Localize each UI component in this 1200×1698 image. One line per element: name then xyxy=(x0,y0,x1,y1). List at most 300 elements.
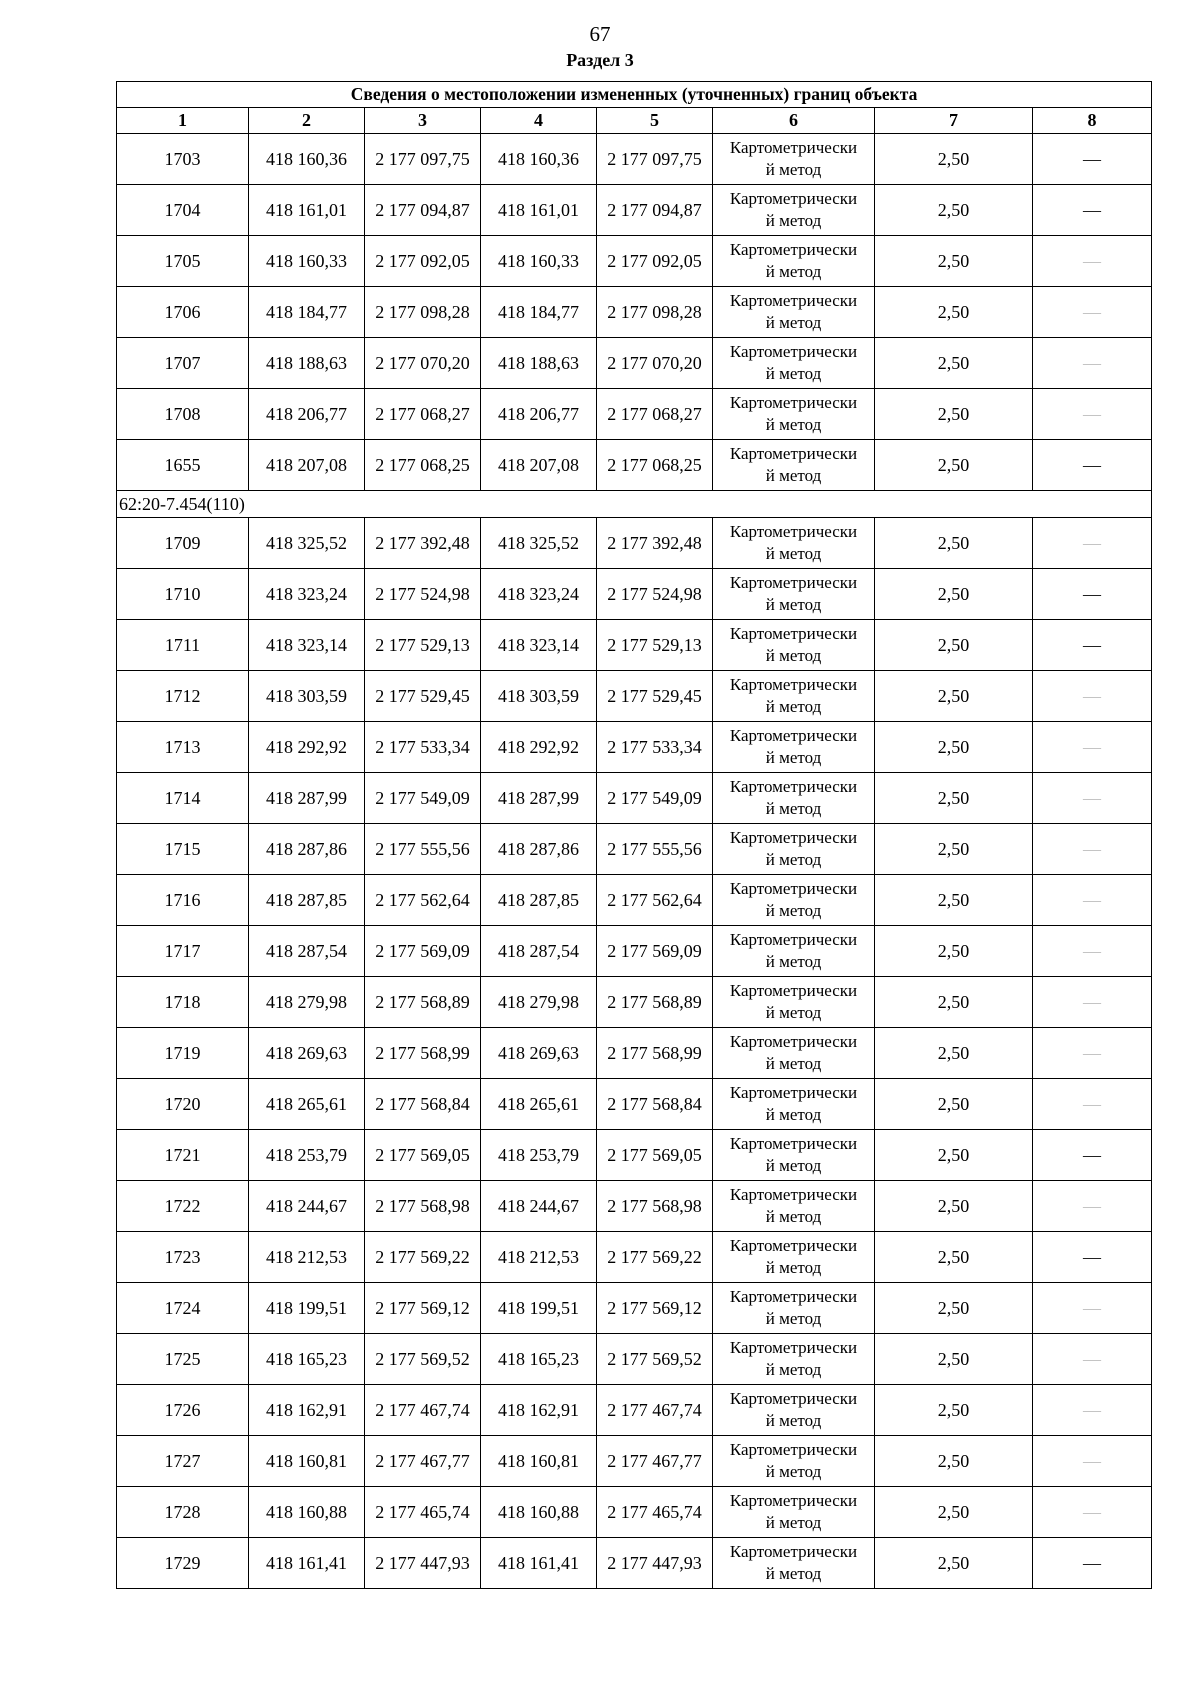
coordinate-y-existing: 2 177 569,22 xyxy=(365,1232,481,1283)
accuracy-value: 2,50 xyxy=(875,185,1033,236)
section-title: Раздел 3 xyxy=(566,50,634,70)
accuracy-value: 2,50 xyxy=(875,1538,1033,1589)
coordinate-y-new: 2 177 569,12 xyxy=(597,1283,713,1334)
accuracy-value: 2,50 xyxy=(875,389,1033,440)
coordinate-y-new: 2 177 467,77 xyxy=(597,1436,713,1487)
coordinate-y-existing: 2 177 392,48 xyxy=(365,518,481,569)
accuracy-value: 2,50 xyxy=(875,1079,1033,1130)
empty-value-dash: — xyxy=(1033,1487,1152,1538)
coordinate-y-existing: 2 177 094,87 xyxy=(365,185,481,236)
determination-method xyxy=(713,1232,875,1283)
point-number: 1710 xyxy=(117,569,249,620)
method-line-2: й метод xyxy=(765,1003,822,1022)
point-number: 1721 xyxy=(117,1130,249,1181)
table-row xyxy=(117,875,1152,926)
determination-method xyxy=(713,1028,875,1079)
coordinate-y-new: 2 177 569,22 xyxy=(597,1232,713,1283)
point-number: 1703 xyxy=(117,134,249,185)
method-line-2: й метод xyxy=(765,697,822,716)
coordinate-y-existing: 2 177 568,98 xyxy=(365,1181,481,1232)
coordinate-y-new: 2 177 569,09 xyxy=(597,926,713,977)
point-number: 1716 xyxy=(117,875,249,926)
method-line-2: й метод xyxy=(765,901,822,920)
coordinate-x-existing: 418 160,33 xyxy=(249,236,365,287)
table-row xyxy=(117,1028,1152,1079)
empty-value-dash: — xyxy=(1033,1436,1152,1487)
coordinate-y-new: 2 177 529,45 xyxy=(597,671,713,722)
empty-value-dash: — xyxy=(1033,620,1152,671)
coordinate-x-existing: 418 161,01 xyxy=(249,185,365,236)
coordinate-y-new: 2 177 392,48 xyxy=(597,518,713,569)
coordinate-x-existing: 418 161,41 xyxy=(249,1538,365,1589)
group-label: 62:20-7.454(110) xyxy=(117,491,1152,518)
coordinate-x-new: 418 287,54 xyxy=(481,926,597,977)
empty-value-dash: — xyxy=(1033,875,1152,926)
point-number: 1707 xyxy=(117,338,249,389)
accuracy-value: 2,50 xyxy=(875,1028,1033,1079)
point-number: 1718 xyxy=(117,977,249,1028)
coordinate-x-existing: 418 207,08 xyxy=(249,440,365,491)
method-line-1: Картометрически xyxy=(729,1338,858,1357)
determination-method xyxy=(713,620,875,671)
empty-value-dash: — xyxy=(1033,440,1152,491)
table-row xyxy=(117,389,1152,440)
empty-value-dash: — xyxy=(1033,1385,1152,1436)
method-line-2: й метод xyxy=(765,1462,822,1481)
coordinate-y-new: 2 177 098,28 xyxy=(597,287,713,338)
table-body-after-group xyxy=(117,518,1152,1589)
coordinate-y-existing: 2 177 562,64 xyxy=(365,875,481,926)
point-number: 1719 xyxy=(117,1028,249,1079)
method-line-1: Картометрически xyxy=(729,342,858,361)
method-line-1: Картометрически xyxy=(729,291,858,310)
accuracy-value: 2,50 xyxy=(875,440,1033,491)
coordinate-x-existing: 418 162,91 xyxy=(249,1385,365,1436)
coordinate-x-new: 418 287,85 xyxy=(481,875,597,926)
column-number: 2 xyxy=(249,108,365,134)
method-line-2: й метод xyxy=(765,313,822,332)
coordinate-x-existing: 418 323,14 xyxy=(249,620,365,671)
coordinate-x-new: 418 244,67 xyxy=(481,1181,597,1232)
coordinate-y-existing: 2 177 524,98 xyxy=(365,569,481,620)
coordinate-x-existing: 418 292,92 xyxy=(249,722,365,773)
coordinate-x-existing: 418 160,81 xyxy=(249,1436,365,1487)
method-line-1: Картометрически xyxy=(729,675,858,694)
determination-method xyxy=(713,1130,875,1181)
accuracy-value: 2,50 xyxy=(875,1283,1033,1334)
coordinate-x-new: 418 161,01 xyxy=(481,185,597,236)
point-number: 1727 xyxy=(117,1436,249,1487)
method-line-1: Картометрически xyxy=(729,981,858,1000)
group-section xyxy=(117,491,1152,518)
coordinate-y-new: 2 177 070,20 xyxy=(597,338,713,389)
coordinate-y-existing: 2 177 555,56 xyxy=(365,824,481,875)
determination-method xyxy=(713,722,875,773)
empty-value-dash: — xyxy=(1033,338,1152,389)
table-row xyxy=(117,722,1152,773)
coordinate-x-new: 418 207,08 xyxy=(481,440,597,491)
determination-method xyxy=(713,338,875,389)
coordinate-y-new: 2 177 068,25 xyxy=(597,440,713,491)
accuracy-value: 2,50 xyxy=(875,1181,1033,1232)
coordinate-y-new: 2 177 467,74 xyxy=(597,1385,713,1436)
method-line-1: Картометрически xyxy=(729,1032,858,1051)
coordinate-x-existing: 418 325,52 xyxy=(249,518,365,569)
method-line-2: й метод xyxy=(765,1360,822,1379)
method-line-2: й метод xyxy=(765,262,822,281)
coordinate-y-existing: 2 177 569,52 xyxy=(365,1334,481,1385)
point-number: 1715 xyxy=(117,824,249,875)
table-row xyxy=(117,1232,1152,1283)
method-line-1: Картометрически xyxy=(729,1083,858,1102)
method-line-2: й метод xyxy=(765,1207,822,1226)
determination-method xyxy=(713,287,875,338)
determination-method xyxy=(713,875,875,926)
determination-method xyxy=(713,236,875,287)
table-row xyxy=(117,1385,1152,1436)
coordinate-x-existing: 418 287,54 xyxy=(249,926,365,977)
method-line-1: Картометрически xyxy=(729,1440,858,1459)
coordinate-y-existing: 2 177 529,45 xyxy=(365,671,481,722)
coordinate-y-new: 2 177 568,99 xyxy=(597,1028,713,1079)
accuracy-value: 2,50 xyxy=(875,875,1033,926)
point-number: 1704 xyxy=(117,185,249,236)
method-line-1: Картометрически xyxy=(729,1134,858,1153)
coordinate-y-new: 2 177 568,84 xyxy=(597,1079,713,1130)
group-row xyxy=(117,491,1152,518)
method-line-2: й метод xyxy=(765,1309,822,1328)
coordinate-y-existing: 2 177 447,93 xyxy=(365,1538,481,1589)
empty-value-dash: — xyxy=(1033,773,1152,824)
coordinate-y-existing: 2 177 068,25 xyxy=(365,440,481,491)
boundary-coordinates-table xyxy=(116,81,1152,1589)
point-number: 1724 xyxy=(117,1283,249,1334)
method-line-2: й метод xyxy=(765,748,822,767)
accuracy-value: 2,50 xyxy=(875,569,1033,620)
determination-method xyxy=(713,671,875,722)
table-row xyxy=(117,977,1152,1028)
accuracy-value: 2,50 xyxy=(875,287,1033,338)
coordinate-x-new: 418 160,81 xyxy=(481,1436,597,1487)
coordinate-y-existing: 2 177 467,77 xyxy=(365,1436,481,1487)
method-line-1: Картометрически xyxy=(729,1236,858,1255)
method-line-2: й метод xyxy=(765,211,822,230)
coordinate-y-existing: 2 177 568,84 xyxy=(365,1079,481,1130)
coordinate-x-new: 418 325,52 xyxy=(481,518,597,569)
coordinate-x-new: 418 160,33 xyxy=(481,236,597,287)
coordinate-x-new: 418 279,98 xyxy=(481,977,597,1028)
empty-value-dash: — xyxy=(1033,722,1152,773)
accuracy-value: 2,50 xyxy=(875,1232,1033,1283)
empty-value-dash: — xyxy=(1033,926,1152,977)
method-line-2: й метод xyxy=(765,364,822,383)
coordinate-x-new: 418 160,88 xyxy=(481,1487,597,1538)
point-number: 1713 xyxy=(117,722,249,773)
method-line-1: Картометрически xyxy=(729,1185,858,1204)
method-line-2: й метод xyxy=(765,799,822,818)
table-row xyxy=(117,773,1152,824)
table-row xyxy=(117,671,1152,722)
coordinate-x-existing: 418 184,77 xyxy=(249,287,365,338)
method-line-2: й метод xyxy=(765,466,822,485)
table-row xyxy=(117,1334,1152,1385)
coordinate-x-new: 418 188,63 xyxy=(481,338,597,389)
method-line-1: Картометрически xyxy=(729,726,858,745)
coordinate-x-new: 418 161,41 xyxy=(481,1538,597,1589)
coordinate-x-new: 418 303,59 xyxy=(481,671,597,722)
coordinate-y-new: 2 177 533,34 xyxy=(597,722,713,773)
determination-method xyxy=(713,773,875,824)
accuracy-value: 2,50 xyxy=(875,1436,1033,1487)
table-row xyxy=(117,620,1152,671)
coordinate-x-existing: 418 269,63 xyxy=(249,1028,365,1079)
coordinate-y-existing: 2 177 098,28 xyxy=(365,287,481,338)
accuracy-value: 2,50 xyxy=(875,1487,1033,1538)
coordinate-x-new: 418 253,79 xyxy=(481,1130,597,1181)
method-line-2: й метод xyxy=(765,952,822,971)
point-number: 1720 xyxy=(117,1079,249,1130)
empty-value-dash: — xyxy=(1033,569,1152,620)
coordinate-x-new: 418 184,77 xyxy=(481,287,597,338)
coordinate-x-existing: 418 199,51 xyxy=(249,1283,365,1334)
coordinate-x-new: 418 199,51 xyxy=(481,1283,597,1334)
table-row xyxy=(117,1079,1152,1130)
coordinate-x-existing: 418 303,59 xyxy=(249,671,365,722)
method-line-2: й метод xyxy=(765,1258,822,1277)
method-line-2: й метод xyxy=(765,850,822,869)
coordinate-x-new: 418 323,24 xyxy=(481,569,597,620)
point-number: 1726 xyxy=(117,1385,249,1436)
empty-value-dash: — xyxy=(1033,134,1152,185)
empty-value-dash: — xyxy=(1033,1181,1152,1232)
determination-method xyxy=(713,518,875,569)
coordinate-x-new: 418 165,23 xyxy=(481,1334,597,1385)
accuracy-value: 2,50 xyxy=(875,518,1033,569)
method-line-1: Картометрически xyxy=(729,879,858,898)
coordinate-y-existing: 2 177 568,89 xyxy=(365,977,481,1028)
point-number: 1722 xyxy=(117,1181,249,1232)
determination-method xyxy=(713,1385,875,1436)
accuracy-value: 2,50 xyxy=(875,977,1033,1028)
coordinate-x-existing: 418 160,36 xyxy=(249,134,365,185)
coordinate-y-existing: 2 177 467,74 xyxy=(365,1385,481,1436)
point-number: 1725 xyxy=(117,1334,249,1385)
method-line-1: Картометрически xyxy=(729,1491,858,1510)
method-line-1: Картометрически xyxy=(729,444,858,463)
method-line-1: Картометрически xyxy=(729,777,858,796)
empty-value-dash: — xyxy=(1033,1334,1152,1385)
method-line-1: Картометрически xyxy=(729,1389,858,1408)
empty-value-dash: — xyxy=(1033,518,1152,569)
table-row xyxy=(117,518,1152,569)
coordinate-x-existing: 418 265,61 xyxy=(249,1079,365,1130)
method-line-1: Картометрически xyxy=(729,624,858,643)
coordinate-y-new: 2 177 568,89 xyxy=(597,977,713,1028)
table-row xyxy=(117,1130,1152,1181)
column-number: 4 xyxy=(481,108,597,134)
page-number: 67 xyxy=(589,22,611,46)
coordinate-x-existing: 418 287,99 xyxy=(249,773,365,824)
accuracy-value: 2,50 xyxy=(875,671,1033,722)
coordinate-y-new: 2 177 568,98 xyxy=(597,1181,713,1232)
determination-method xyxy=(713,389,875,440)
method-line-1: Картометрически xyxy=(729,189,858,208)
table-row xyxy=(117,926,1152,977)
method-line-2: й метод xyxy=(765,160,822,179)
coordinate-x-existing: 418 160,88 xyxy=(249,1487,365,1538)
method-line-1: Картометрически xyxy=(729,138,858,157)
point-number: 1708 xyxy=(117,389,249,440)
determination-method xyxy=(713,824,875,875)
empty-value-dash: — xyxy=(1033,1028,1152,1079)
accuracy-value: 2,50 xyxy=(875,134,1033,185)
method-line-2: й метод xyxy=(765,1156,822,1175)
accuracy-value: 2,50 xyxy=(875,1334,1033,1385)
empty-value-dash: — xyxy=(1033,185,1152,236)
determination-method xyxy=(713,569,875,620)
point-number: 1655 xyxy=(117,440,249,491)
determination-method xyxy=(713,1436,875,1487)
accuracy-value: 2,50 xyxy=(875,620,1033,671)
coordinate-y-new: 2 177 555,56 xyxy=(597,824,713,875)
empty-value-dash: — xyxy=(1033,977,1152,1028)
coordinate-x-existing: 418 323,24 xyxy=(249,569,365,620)
table-row xyxy=(117,1181,1152,1232)
coordinate-x-existing: 418 287,85 xyxy=(249,875,365,926)
accuracy-value: 2,50 xyxy=(875,1130,1033,1181)
coordinate-y-new: 2 177 094,87 xyxy=(597,185,713,236)
coordinate-y-new: 2 177 447,93 xyxy=(597,1538,713,1589)
empty-value-dash: — xyxy=(1033,236,1152,287)
coordinate-x-existing: 418 188,63 xyxy=(249,338,365,389)
accuracy-value: 2,50 xyxy=(875,236,1033,287)
point-number: 1729 xyxy=(117,1538,249,1589)
coordinate-x-existing: 418 206,77 xyxy=(249,389,365,440)
table-row xyxy=(117,185,1152,236)
point-number: 1705 xyxy=(117,236,249,287)
point-number: 1712 xyxy=(117,671,249,722)
coordinate-y-new: 2 177 569,05 xyxy=(597,1130,713,1181)
coordinate-x-new: 418 212,53 xyxy=(481,1232,597,1283)
point-number: 1714 xyxy=(117,773,249,824)
method-line-2: й метод xyxy=(765,1411,822,1430)
determination-method xyxy=(713,185,875,236)
coordinate-y-existing: 2 177 465,74 xyxy=(365,1487,481,1538)
empty-value-dash: — xyxy=(1033,1130,1152,1181)
method-line-1: Картометрически xyxy=(729,393,858,412)
table-row xyxy=(117,440,1152,491)
point-number: 1709 xyxy=(117,518,249,569)
determination-method xyxy=(713,926,875,977)
method-line-2: й метод xyxy=(765,415,822,434)
determination-method xyxy=(713,1079,875,1130)
column-number: 8 xyxy=(1033,108,1152,134)
table-row xyxy=(117,236,1152,287)
empty-value-dash: — xyxy=(1033,1538,1152,1589)
coordinate-x-new: 418 206,77 xyxy=(481,389,597,440)
method-line-1: Картометрически xyxy=(729,573,858,592)
coordinate-y-new: 2 177 097,75 xyxy=(597,134,713,185)
coordinate-x-new: 418 160,36 xyxy=(481,134,597,185)
determination-method xyxy=(713,1538,875,1589)
coordinate-y-new: 2 177 529,13 xyxy=(597,620,713,671)
accuracy-value: 2,50 xyxy=(875,338,1033,389)
coordinate-y-existing: 2 177 068,27 xyxy=(365,389,481,440)
table-row xyxy=(117,134,1152,185)
column-number: 6 xyxy=(713,108,875,134)
coordinate-x-new: 418 292,92 xyxy=(481,722,597,773)
coordinate-x-existing: 418 279,98 xyxy=(249,977,365,1028)
table-row xyxy=(117,1436,1152,1487)
determination-method xyxy=(713,1334,875,1385)
coordinate-x-existing: 418 253,79 xyxy=(249,1130,365,1181)
point-number: 1728 xyxy=(117,1487,249,1538)
table-row xyxy=(117,1487,1152,1538)
column-number: 7 xyxy=(875,108,1033,134)
coordinate-y-existing: 2 177 569,12 xyxy=(365,1283,481,1334)
column-number-row xyxy=(117,108,1152,134)
empty-value-dash: — xyxy=(1033,1079,1152,1130)
coordinate-y-existing: 2 177 533,34 xyxy=(365,722,481,773)
method-line-1: Картометрически xyxy=(729,1542,858,1561)
coordinate-y-existing: 2 177 092,05 xyxy=(365,236,481,287)
empty-value-dash: — xyxy=(1033,1232,1152,1283)
coordinate-y-existing: 2 177 569,09 xyxy=(365,926,481,977)
coordinate-x-existing: 418 212,53 xyxy=(249,1232,365,1283)
method-line-2: й метод xyxy=(765,1513,822,1532)
coordinate-x-new: 418 287,86 xyxy=(481,824,597,875)
table-row xyxy=(117,287,1152,338)
method-line-2: й метод xyxy=(765,1054,822,1073)
empty-value-dash: — xyxy=(1033,389,1152,440)
accuracy-value: 2,50 xyxy=(875,1385,1033,1436)
accuracy-value: 2,50 xyxy=(875,773,1033,824)
point-number: 1711 xyxy=(117,620,249,671)
point-number: 1717 xyxy=(117,926,249,977)
accuracy-value: 2,50 xyxy=(875,722,1033,773)
coordinate-y-new: 2 177 068,27 xyxy=(597,389,713,440)
table-row xyxy=(117,569,1152,620)
coordinate-y-new: 2 177 549,09 xyxy=(597,773,713,824)
coordinate-y-new: 2 177 524,98 xyxy=(597,569,713,620)
column-number: 3 xyxy=(365,108,481,134)
determination-method xyxy=(713,440,875,491)
empty-value-dash: — xyxy=(1033,287,1152,338)
method-line-1: Картометрически xyxy=(729,240,858,259)
table-row xyxy=(117,824,1152,875)
coordinate-y-existing: 2 177 097,75 xyxy=(365,134,481,185)
coordinate-y-new: 2 177 569,52 xyxy=(597,1334,713,1385)
column-number: 1 xyxy=(117,108,249,134)
coordinate-x-new: 418 269,63 xyxy=(481,1028,597,1079)
point-number: 1723 xyxy=(117,1232,249,1283)
coordinate-y-existing: 2 177 568,99 xyxy=(365,1028,481,1079)
coordinate-y-existing: 2 177 529,13 xyxy=(365,620,481,671)
coordinate-y-new: 2 177 562,64 xyxy=(597,875,713,926)
coordinate-x-new: 418 265,61 xyxy=(481,1079,597,1130)
method-line-1: Картометрически xyxy=(729,828,858,847)
method-line-2: й метод xyxy=(765,1105,822,1124)
point-number: 1706 xyxy=(117,287,249,338)
coordinate-y-new: 2 177 092,05 xyxy=(597,236,713,287)
determination-method xyxy=(713,1181,875,1232)
coordinate-y-new: 2 177 465,74 xyxy=(597,1487,713,1538)
method-line-1: Картометрически xyxy=(729,1287,858,1306)
column-number: 5 xyxy=(597,108,713,134)
accuracy-value: 2,50 xyxy=(875,824,1033,875)
method-line-2: й метод xyxy=(765,595,822,614)
method-line-2: й метод xyxy=(765,544,822,563)
